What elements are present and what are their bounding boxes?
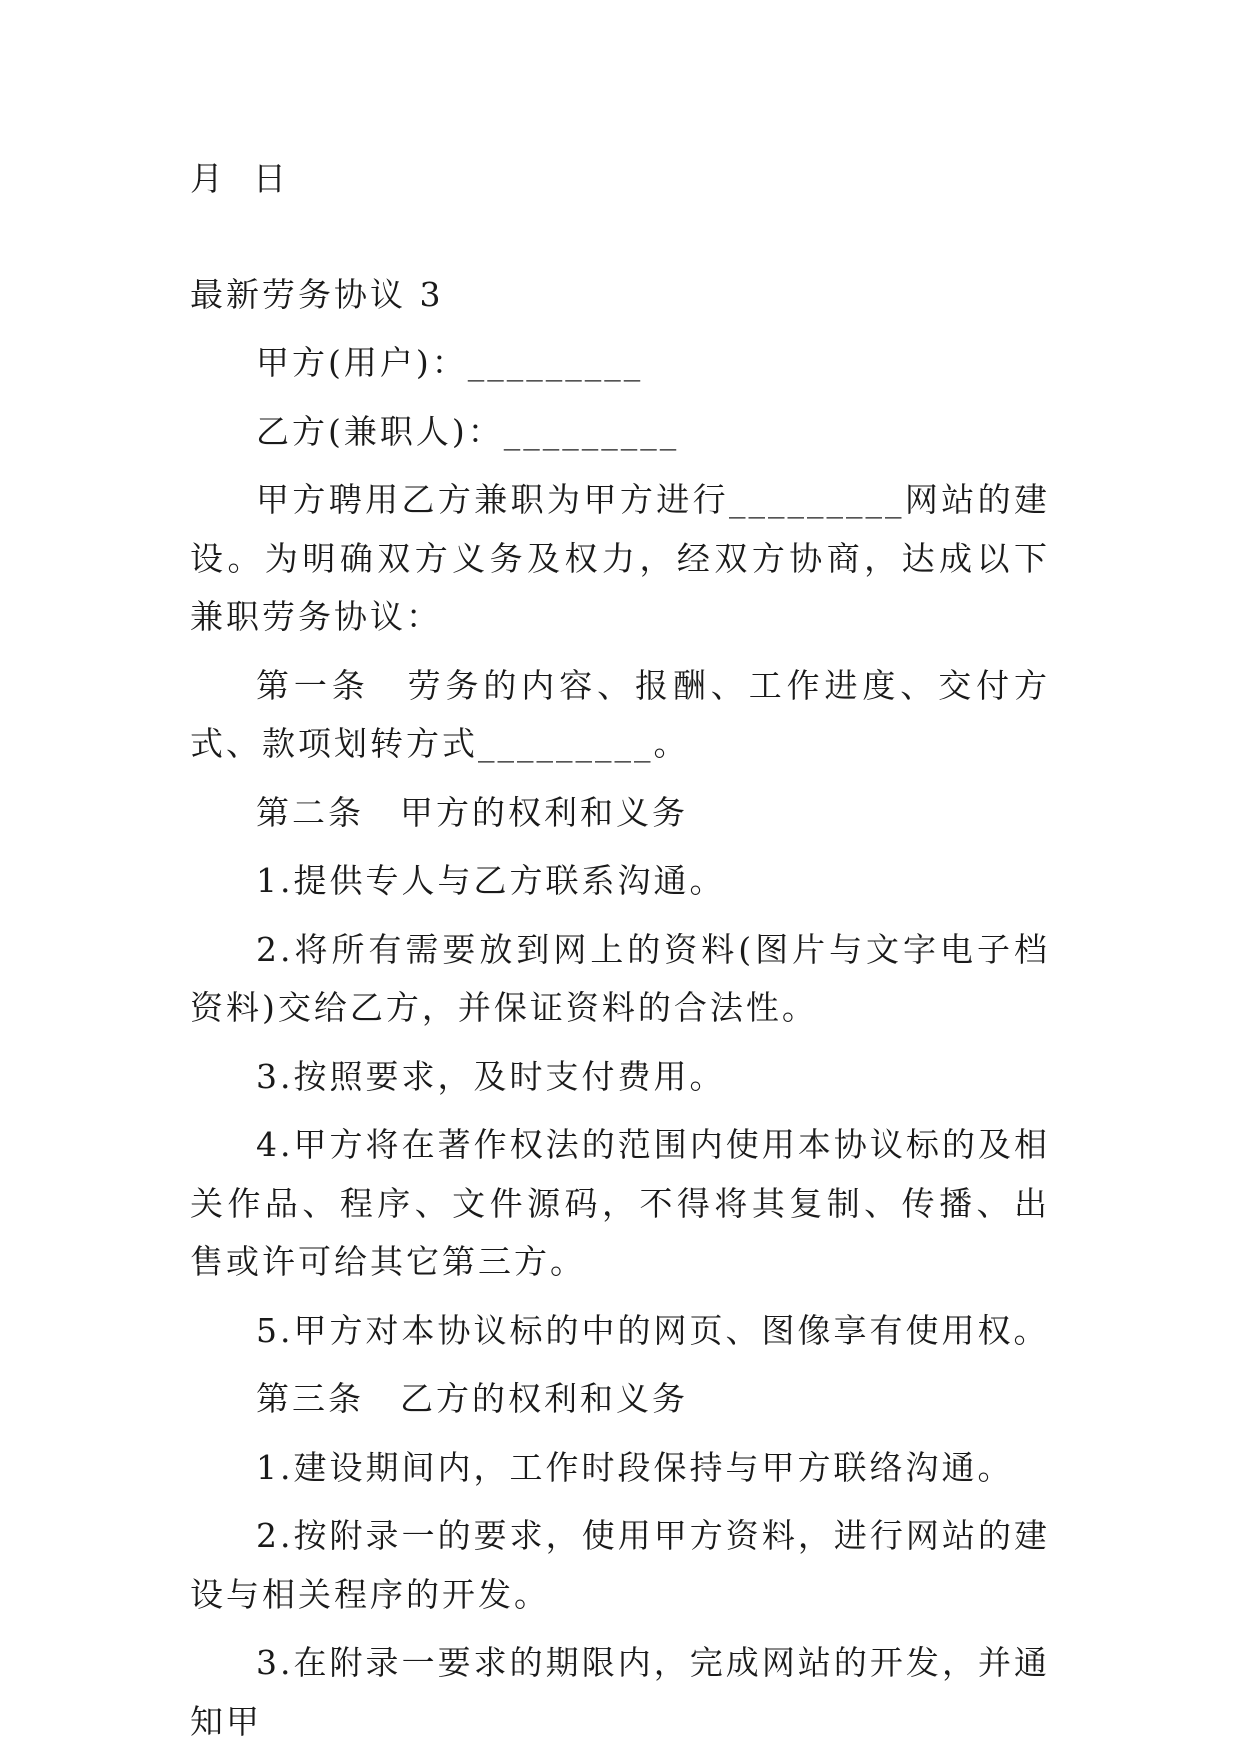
document-title: 最新劳务协议 3 — [190, 274, 444, 314]
article-2-item-1: 1.提供专人与乙方联系沟通。 — [256, 861, 726, 900]
date-line: 月 日 — [190, 159, 289, 198]
intro-paragraph: 甲方聘用乙方兼职为甲方进行_________网站的建设。为明确双方义务及权力，经双方协商，达成以下兼职劳务协议： — [190, 480, 1050, 636]
article-3-item-3: 3.在附录一要求的期限内，完成网站的开发，并通知甲 — [190, 1643, 1050, 1741]
article-2-item-4: 4.甲方将在著作权法的范围内使用本协议标的及相关作品、程序、文件源码，不得将其复制、传播、出售或许可给其它第三方。 — [190, 1125, 1050, 1281]
article-3-item-2: 2.按附录一的要求，使用甲方资料，进行网站的建设与相关程序的开发。 — [190, 1516, 1050, 1614]
party-b-line: 乙方(兼职人)：_________ — [256, 411, 680, 451]
article-1: 第一条 劳务的内容、报酬、工作进度、交付方式、款项划转方式_________。 — [190, 665, 1050, 763]
article-2-item-5: 5.甲方对本协议标的中的网页、图像享有使用权。 — [256, 1310, 1050, 1350]
article-3-item-1: 1.建设期间内，工作时段保持与甲方联络沟通。 — [256, 1447, 1014, 1487]
article-2-item-3: 3.按照要求，及时支付费用。 — [256, 1056, 726, 1096]
party-a-line: 甲方(用户)：_________ — [256, 343, 644, 382]
article-2-item-2: 2.将所有需要放到网上的资料(图片与文字电子档资料)交给乙方，并保证资料的合法性。 — [190, 929, 1050, 1027]
article-2-heading: 第二条 甲方的权利和义务 — [256, 792, 688, 832]
document-body — [190, 150, 1050, 1751]
article-3-heading: 第三条 乙方的权利和义务 — [256, 1379, 688, 1418]
